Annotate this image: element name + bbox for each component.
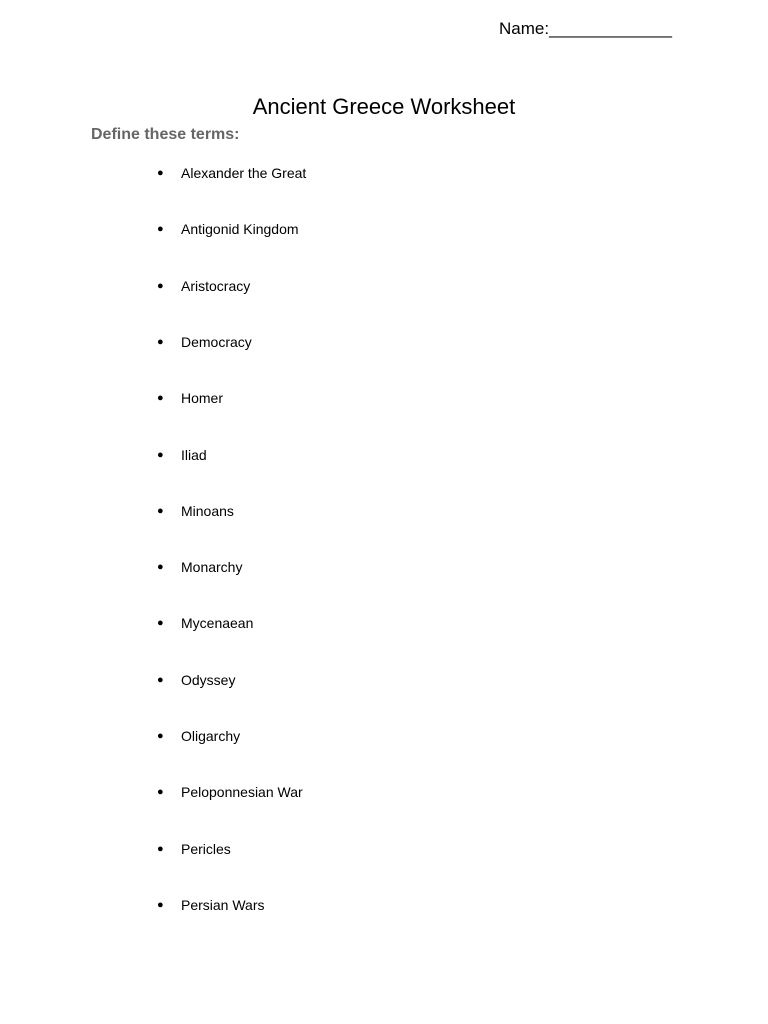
page-title: Ancient Greece Worksheet xyxy=(252,94,516,119)
term-label: Pericles xyxy=(181,841,231,857)
term-label: Mycenaean xyxy=(181,615,254,631)
term-label: Alexander the Great xyxy=(181,165,307,181)
bullet-icon: ● xyxy=(157,280,164,292)
term-label: Minoans xyxy=(181,503,234,519)
term-label: Odyssey xyxy=(181,672,236,688)
term-label: Homer xyxy=(181,390,224,406)
bullet-icon: ● xyxy=(157,899,164,911)
term-label: Democracy xyxy=(181,334,252,350)
bullet-icon: ● xyxy=(157,167,164,179)
term-label: Persian Wars xyxy=(181,897,265,913)
name-field xyxy=(499,18,672,40)
bullet-icon: ● xyxy=(157,786,164,798)
term-label: Aristocracy xyxy=(181,278,251,294)
term-label: Iliad xyxy=(181,447,207,463)
bullet-icon: ● xyxy=(157,674,164,686)
term-label: Peloponnesian War xyxy=(181,784,303,800)
bullet-icon: ● xyxy=(157,336,164,348)
bullet-icon: ● xyxy=(157,449,164,461)
section-heading: Define these terms: xyxy=(91,126,240,143)
bullet-icon: ● xyxy=(157,617,164,629)
term-label: Oligarchy xyxy=(181,728,241,744)
bullet-icon: ● xyxy=(157,223,164,235)
bullet-icon: ● xyxy=(157,730,164,742)
name-label: Name: xyxy=(499,19,550,38)
bullet-icon: ● xyxy=(157,561,164,573)
term-label: Monarchy xyxy=(181,559,243,575)
name-blank-line: _____________ xyxy=(549,19,672,38)
bullet-icon: ● xyxy=(157,505,164,517)
term-label: Antigonid Kingdom xyxy=(181,221,299,237)
bullet-icon: ● xyxy=(157,392,164,404)
bullet-icon: ● xyxy=(157,843,164,855)
